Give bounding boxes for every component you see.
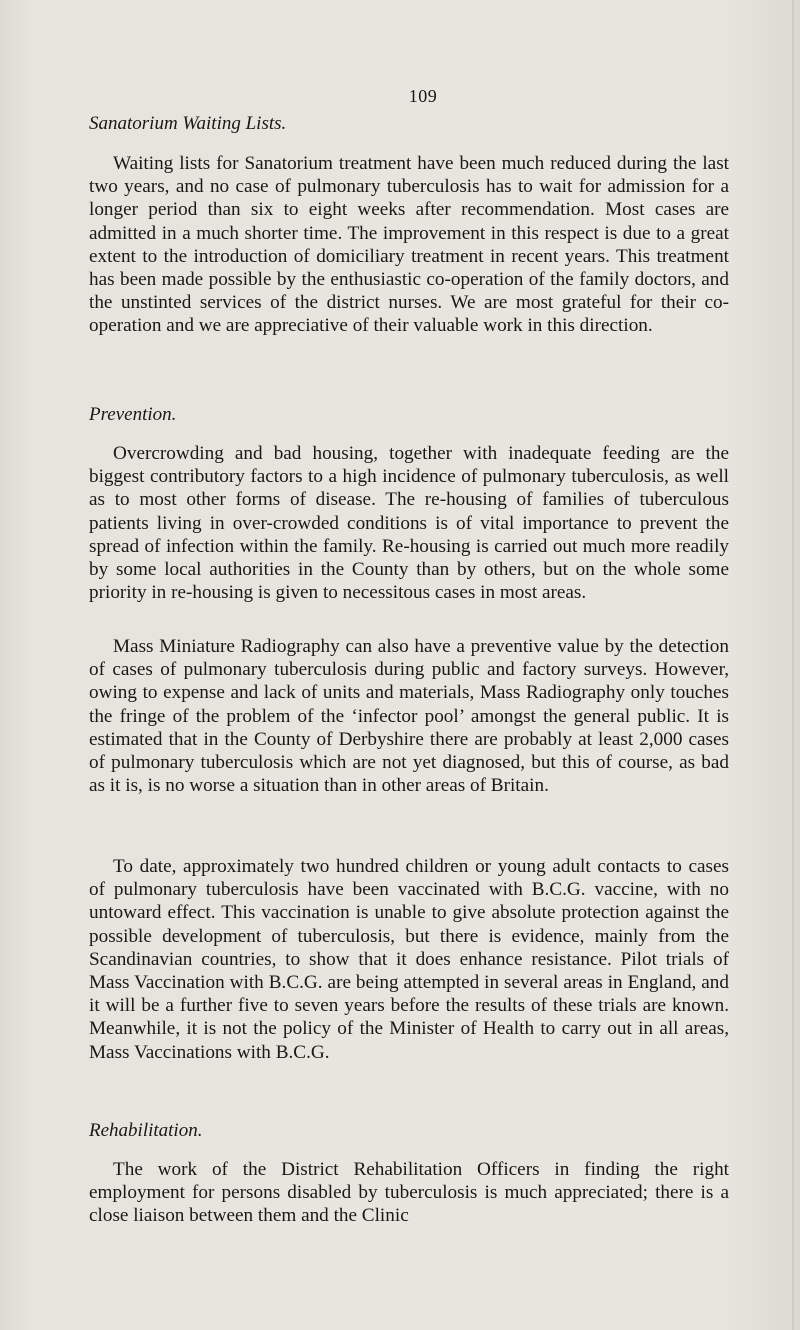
paragraph-sanatorium-waiting-lists: Waiting lists for Sanatorium treatment have been much reduced during the last two years, and no case of pulmonary tuberculosis has to wait for admission for a longer period than six to eight weeks after recommendation. Most cases are admitted in a much shorter time. The improvement in this respect is due to a great extent to the introduction of domiciliary treatment in recent years. This treatment has been made possible by the enthusiastic co-operation of the family doctors, and the unstinted services of the district nurses. We are most grateful for their co-operation and we are appreciative of their valuable work in this direction. [89, 153, 729, 337]
paragraph-rehabilitation: The work of the District Rehabilitation Officers in finding the right employment for persons disabled by tuberculosis is much appreciated; there is a close liaison between them and the Clinic [89, 1159, 729, 1227]
section-heading-rehabilitation: Rehabilitation. [89, 1120, 203, 1141]
paragraph-prevention-bcg-vaccination: To date, approximately two hundred children or young adult contacts to cases of pulmonary tuberculosis have been vaccinated with B.C.G. vaccine, with no untoward effect. This vaccination is unable to give absolute protection against the possible development of tuberculosis, but there is evidence, mainly from the Scandinavian countries, to show that it does enhance resistance. Pilot trials of Mass Vaccination with B.C.G. are being attempted in several areas in England, and it will be a further five to seven years before the results of these trials are known. Meanwhile, it is not the policy of the Minister of Health to carry out in all areas, Mass Vaccinations with B.C.G. [89, 856, 729, 1063]
paragraph-prevention-mass-radiography: Mass Miniature Radiography can also have a preventive value by the detection of cases of pulmonary tuberculosis during public and factory surveys. However, owing to expense and lack of units and materials, Mass Radiography only touches the fringe of the problem of the ‘infector pool’ amongst the general public. It is estimated that in the County of Derbyshire there are probably at least 2,000 cases of pulmonary tuberculosis which are not yet diagnosed, but this of course, as bad as it is, is no worse a situation than in other areas of Britain. [89, 636, 729, 797]
section-heading-sanatorium-waiting-lists: Sanatorium Waiting Lists. [89, 113, 287, 134]
page-edge-shadow [792, 0, 794, 1330]
section-heading-prevention: Prevention. [89, 404, 177, 425]
paragraph-prevention-housing: Overcrowding and bad housing, together with inadequate feeding are the biggest contributory factors to a high incidence of pulmonary tuberculosis, as well as to most other forms of disease. The re-housing of families of tuberculous patients living in over-crowded conditions is of vital importance to prevent the spread of infection within the family. Re-housing is carried out much more readily by some local authorities in the County than by others, but on the whole some priority in re-housing is given to necessitous cases in most areas. [89, 443, 729, 604]
page-number: 109 [408, 86, 438, 106]
